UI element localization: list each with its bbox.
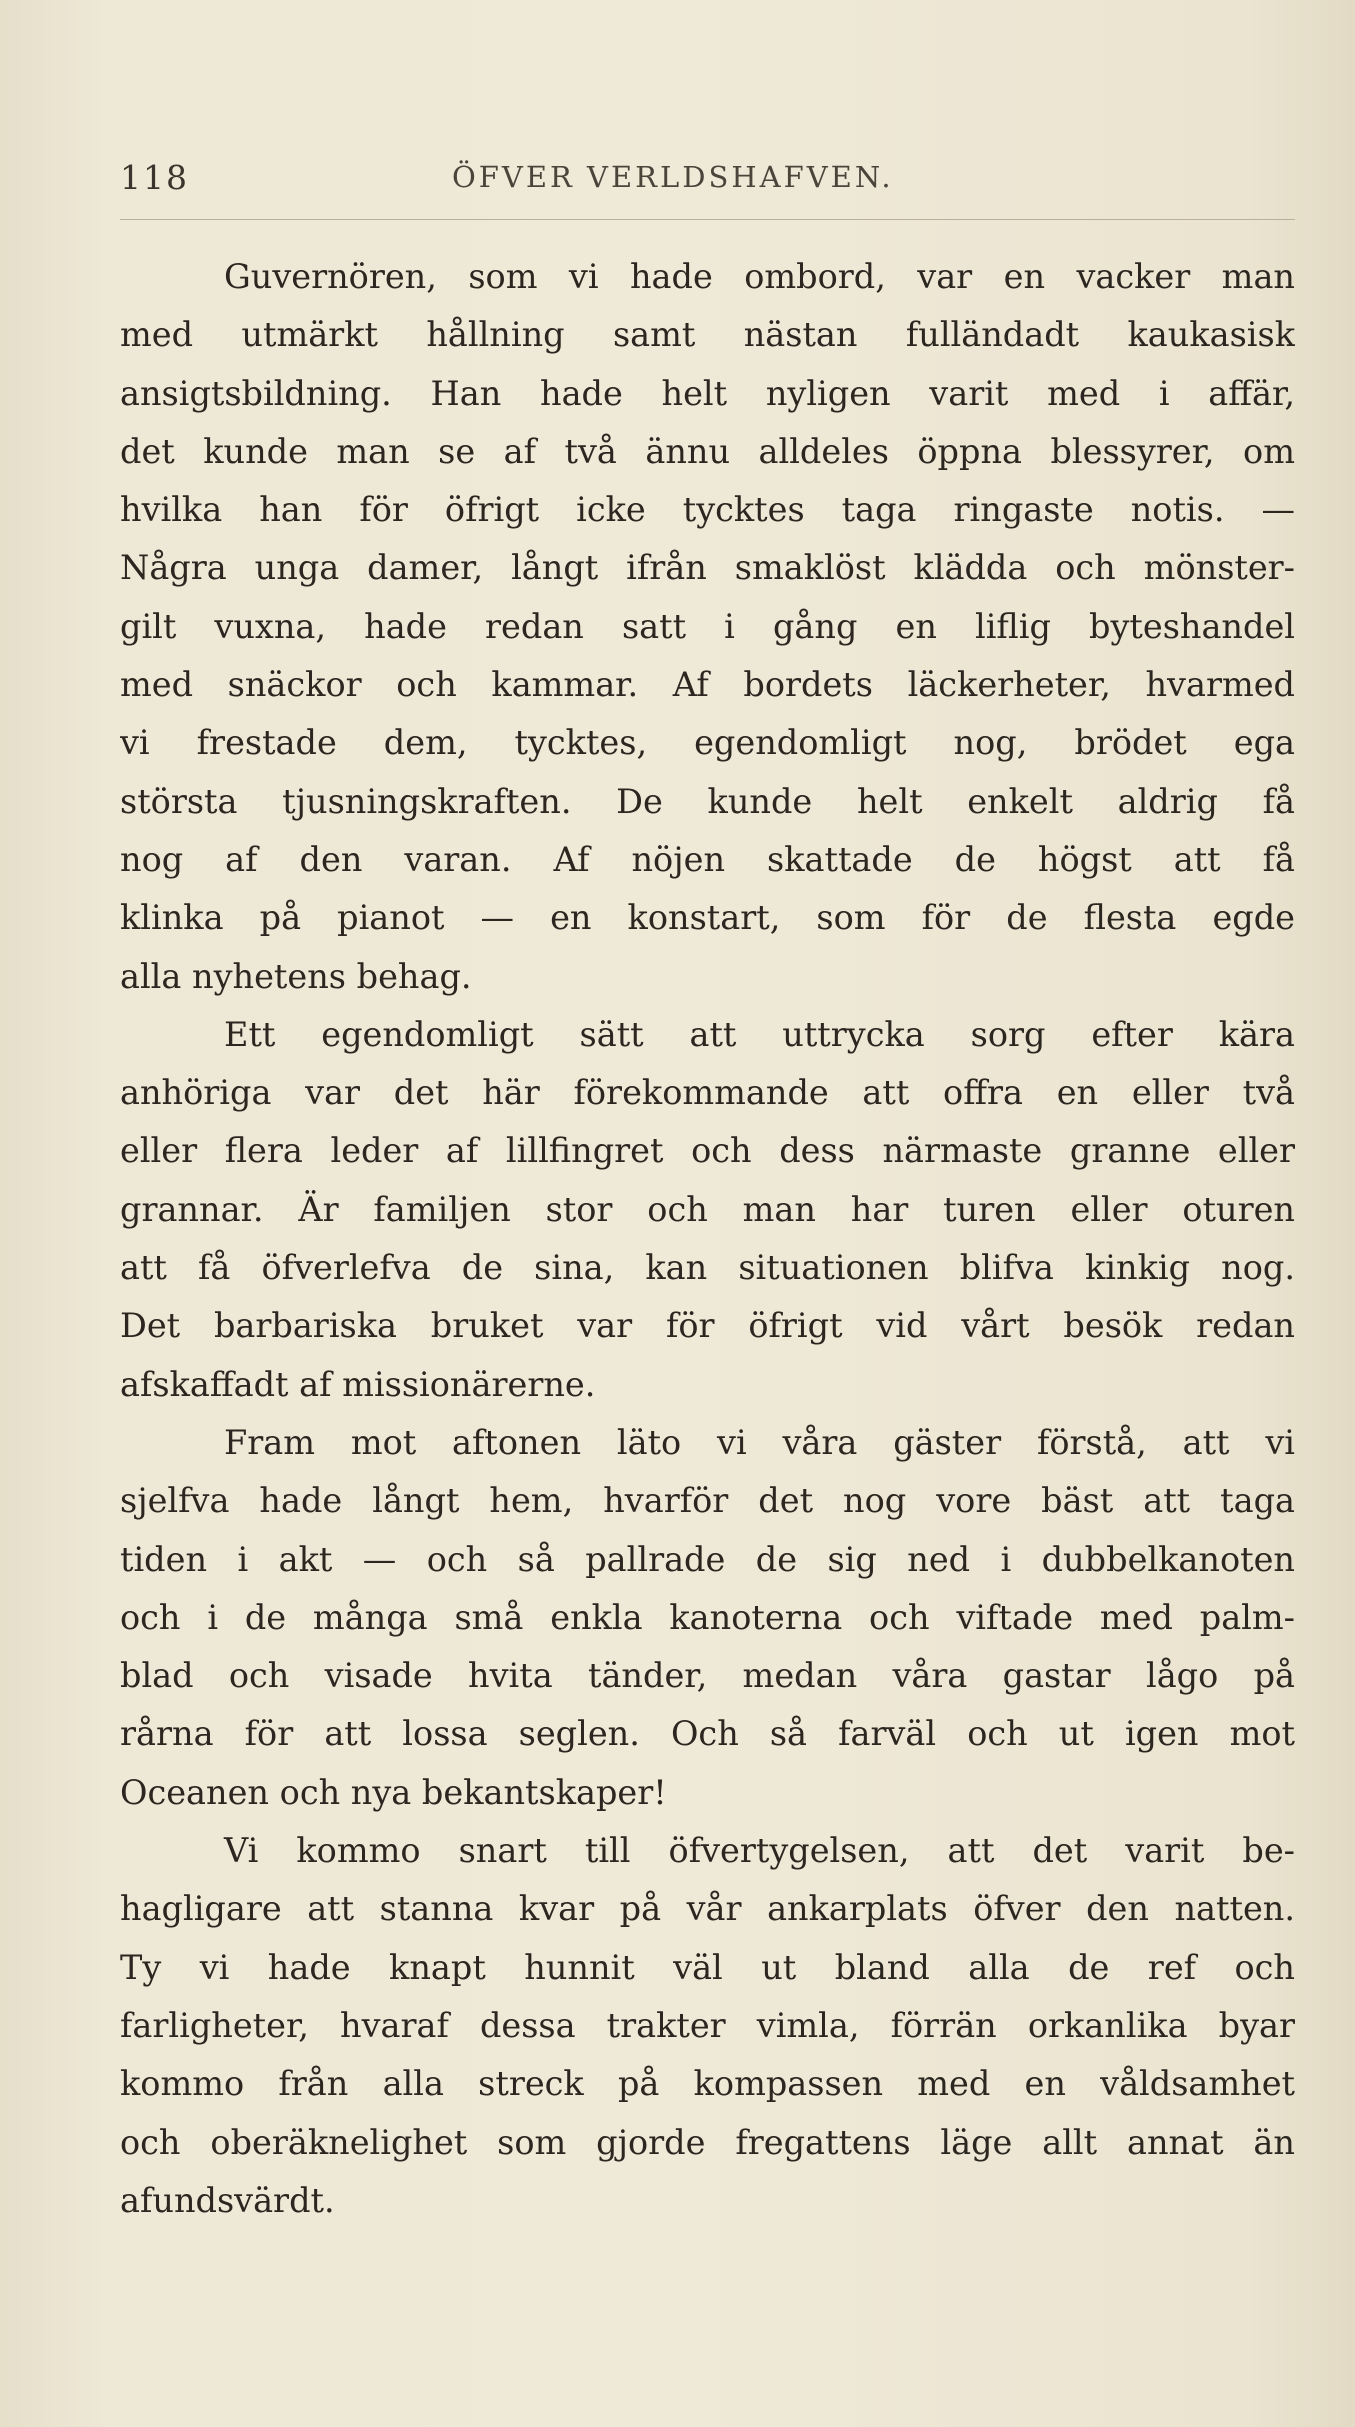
text-line: tiden i akt — och så pallrade de sig ned i dubbelkanoten [120, 1539, 1295, 1579]
text-line: Det barbariska bruket var för öfrigt vid vårt besök redan [120, 1306, 1295, 1346]
text-line: och i de många små enkla kanoterna och viftade med palm- [120, 1597, 1295, 1637]
text-line: hagligare att stanna kvar på vår ankarplats öfver den natten. [120, 1889, 1295, 1929]
text-line: Vi kommo snart till öfvertygelsen, att det varit be- [224, 1831, 1295, 1871]
text-line: vi frestade dem, tycktes, egendomligt nog, brödet ega [120, 723, 1295, 763]
text-line: med utmärkt hållning samt nästan fulländadt kaukasisk [120, 315, 1295, 355]
text-line: Oceanen och nya bekantskaper! [120, 1772, 667, 1812]
text-line: nog af den varan. Af nöjen skattade de högst att få [120, 839, 1295, 879]
text-line: kommo från alla streck på kompassen med en våldsamhet [120, 2064, 1295, 2104]
header-rule [120, 219, 1295, 220]
text-line: sjelfva hade långt hem, hvarför det nog vore bäst att taga [120, 1481, 1295, 1521]
page-header [120, 158, 1295, 208]
text-line: Några unga damer, långt ifrån smaklöst klädda och mönster- [120, 548, 1295, 588]
text-line: grannar. Är familjen stor och man har turen eller oturen [120, 1189, 1295, 1229]
page-number: 118 [120, 158, 189, 197]
text-line: gilt vuxna, hade redan satt i gång en liflig byteshandel [120, 606, 1295, 646]
text-line: rårna för att lossa seglen. Och så farväl och ut igen mot [120, 1714, 1295, 1754]
text-line: Guvernören, som vi hade ombord, var en vacker man [224, 257, 1295, 296]
text-line: det kunde man se af två ännu alldeles öppna blessyrer, om [120, 431, 1295, 471]
text-line: eller flera leder af lillfingret och dess närmaste granne eller [120, 1131, 1295, 1171]
text-line: klinka på pianot — en konstart, som för de flesta egde [120, 898, 1295, 938]
text-line: blad och visade hvita tänder, medan våra gastar lågo på [120, 1656, 1295, 1696]
running-title: ÖFVER VERLDSHAFVEN. [452, 160, 894, 194]
text-line: alla nyhetens behag. [120, 956, 472, 996]
text-line: afskaffadt af missionärerne. [120, 1364, 596, 1404]
text-line: största tjusningskraften. De kunde helt enkelt aldrig få [120, 781, 1295, 821]
text-line: afundsvärdt. [120, 2180, 335, 2220]
text-line: farligheter, hvaraf dessa trakter vimla, förrän orkanlika byar [120, 2005, 1295, 2045]
body-text [120, 248, 1295, 2230]
text-line: anhöriga var det här förekommande att offra en eller två [120, 1073, 1295, 1113]
text-line: hvilka han för öfrigt icke tycktes taga ringaste notis. — [120, 490, 1295, 530]
text-line: Ty vi hade knapt hunnit väl ut bland alla de ref och [120, 1947, 1295, 1987]
text-line: och oberäknelighet som gjorde fregattens läge allt annat än [120, 2122, 1295, 2162]
text-line: med snäckor och kammar. Af bordets läckerheter, hvarmed [120, 665, 1295, 705]
text-line: Ett egendomligt sätt att uttrycka sorg efter kära [224, 1014, 1295, 1054]
text-line: att få öfverlefva de sina, kan situationen blifva kinkig nog. [120, 1248, 1295, 1288]
text-line: Fram mot aftonen läto vi våra gäster förstå, att vi [224, 1422, 1295, 1462]
text-line: ansigtsbildning. Han hade helt nyligen varit med i affär, [120, 373, 1295, 413]
